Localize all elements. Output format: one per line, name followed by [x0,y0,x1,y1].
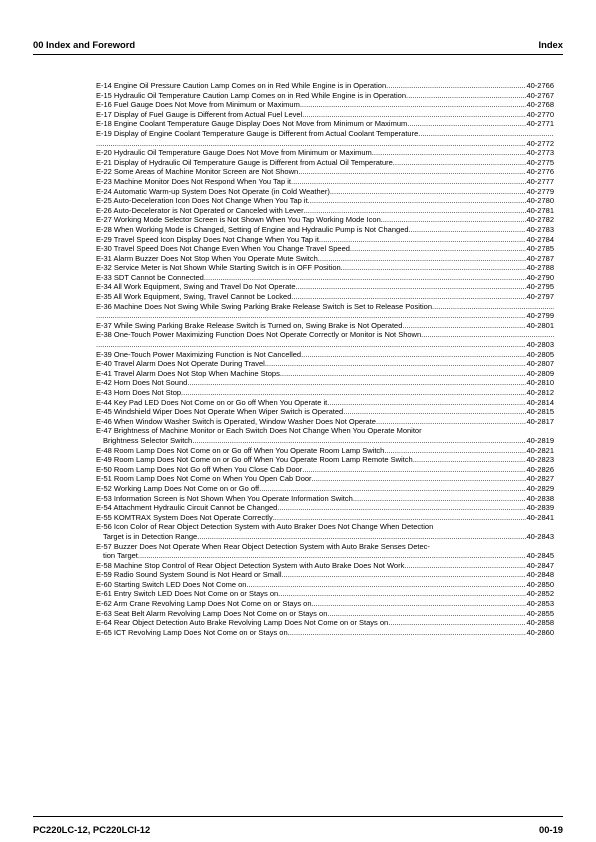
entry-page: 40-2773 [526,148,554,158]
entry-title: E-18 Engine Coolant Temperature Gauge Display Does Not Move from Minimum or Maximum [96,119,408,129]
index-entry[interactable] [96,187,554,197]
entry-title: E-23 Machine Monitor Does Not Respond When You Tap it [96,176,291,186]
dot-leader [404,561,526,571]
entry-title: E-37 While Swing Parking Brake Release Switch is Turned on, Swing Brake is Not Operated [96,320,403,330]
index-entry[interactable] [96,561,554,571]
dot-leader [280,369,527,379]
entry-title: E-61 Entry Switch LED Does Not Come on or Stays on [96,589,279,599]
dot-leader [330,187,527,197]
dot-leader [388,618,526,628]
entry-page: 40-2858 [526,618,554,628]
entry-title: E-54 Attachment Hydraulic Circuit Cannot be Changed [96,503,278,513]
entry-page: 40-2779 [526,186,554,196]
dot-leader [384,446,526,456]
entry-title: E-39 One-Touch Power Maximizing Function is Not Cancelled [96,349,302,359]
entry-page: 40-2767 [526,90,554,100]
dot-leader [381,215,527,225]
entry-page: 40-2853 [526,599,554,609]
entry-page: 40-2787 [526,253,554,263]
dot-leader [301,350,526,360]
entry-title: E-31 Alarm Buzzer Does Not Stop When You Operate Mute Switch [96,253,318,263]
entry-page: 40-2855 [526,608,554,618]
entry-page: 40-2770 [526,109,554,119]
index-list [96,81,554,637]
dot-leader [318,254,527,264]
dot-leader [96,311,526,321]
index-entry[interactable] [96,359,554,369]
index-entry[interactable] [96,628,554,638]
dot-leader [302,110,526,120]
index-entry[interactable] [96,330,554,349]
index-entry[interactable] [96,465,554,475]
entry-page: 40-2780 [526,196,554,206]
entry-page: 40-2821 [526,445,554,455]
entry-page: 40-2809 [526,368,554,378]
index-entry[interactable] [96,599,554,609]
entry-page: 40-2845 [526,551,554,561]
dot-leader [386,81,526,91]
dot-leader [327,398,526,408]
index-entry[interactable] [96,110,554,120]
index-entry[interactable] [96,455,554,465]
entry-page: 40-2815 [526,407,554,417]
dot-leader [372,148,527,158]
dot-leader [421,330,554,340]
dot-leader [353,494,527,504]
entry-title: E-48 Room Lamp Does Not Come on or Go off When You Operate Room Lamp Switch [96,445,385,455]
index-entry[interactable] [96,119,554,129]
dot-leader [273,513,527,523]
page-footer [33,824,563,838]
dot-leader [312,599,527,609]
dot-leader [327,609,526,619]
dot-leader [278,589,526,599]
dot-leader [298,167,526,177]
dot-leader [406,91,526,101]
entry-page: 40-2768 [526,100,554,110]
header-rule [33,54,563,55]
entry-title: E-63 Seat Belt Alarm Revolving Lamp Does Not Come on or Stays on [96,608,328,618]
dot-leader [350,244,527,254]
entry-page: 40-2771 [526,119,554,129]
entry-page: 40-2817 [526,416,554,426]
entry-title: E-26 Auto-Decelerator is Not Operated or Canceled with Lever [96,205,304,215]
index-entry[interactable] [96,513,554,523]
entry-title: E-59 Radio Sound System Sound is Not Heard or Small [96,570,282,580]
index-entry[interactable] [96,273,554,283]
entry-title-continuation: Target is in Detection Range [103,531,198,541]
entry-title: E-58 Machine Stop Control of Rear Object Detection System with Auto Brake Does Not Work [96,560,405,570]
entry-title: E-50 Room Lamp Does Not Go off When You Close Cab Door [96,464,303,474]
entry-page: 40-2823 [526,455,554,465]
entry-title: E-33 SDT Cannot be Connected [96,272,204,282]
dot-leader [413,455,527,465]
index-entry[interactable] [96,177,554,187]
dot-leader [304,206,527,216]
dot-leader [393,158,527,168]
entry-page: 40-2848 [526,570,554,580]
entry-title: E-32 Service Meter is Not Shown While Starting Switch is in OFF Position [96,263,341,273]
dot-leader [197,532,526,542]
dot-leader [291,292,526,302]
index-entry[interactable] [96,474,554,484]
index-entry[interactable] [96,91,554,101]
dot-leader [308,196,527,206]
entry-title: E-43 Horn Does Not Stop [96,388,182,397]
index-entry[interactable] [96,206,554,216]
index-entry[interactable] [96,225,554,235]
index-entry[interactable] [96,244,554,254]
entry-title: E-21 Display of Hydraulic Oil Temperature Gauge is Different from Actual Oil Temperature [96,157,393,167]
entry-title: E-47 Brightness of Machine Monitor or Each Switch Does Not Change When You Operate Monitor [96,426,422,436]
index-entry[interactable] [96,618,554,628]
entry-title: E-49 Room Lamp Does Not Come on or Go off When You Operate Room Lamp Remote Switch [96,455,413,465]
entry-title: E-29 Travel Speed Icon Display Does Not Change When You Tap it [96,234,319,244]
entry-title-continuation: tion Target [103,551,138,561]
index-entry[interactable] [96,407,554,417]
index-entry[interactable] [96,167,554,177]
dot-leader [432,302,554,312]
index-entry[interactable] [96,302,554,321]
entry-page: 40-2799 [526,311,554,321]
entry-title: E-19 Display of Engine Coolant Temperature Gauge is Different from Actual Coolant Temperature [96,128,419,138]
dot-leader [376,417,527,427]
index-entry[interactable] [96,215,554,225]
index-entry[interactable] [96,522,554,541]
model-name: PC220LC-12, PC220LCI-12 [33,824,151,835]
entry-page: 40-2795 [526,282,554,292]
entry-page: 40-2766 [526,81,554,90]
entry-page: 40-2801 [526,320,554,330]
entry-page: 40-2775 [526,157,554,167]
entry-title: E-60 Starting Switch LED Does Not Come on [96,579,247,589]
index-entry[interactable] [96,235,554,245]
entry-page: 40-2812 [526,388,554,397]
dot-leader [300,100,527,110]
entry-page: 40-2810 [526,378,554,388]
entry-title: E-55 KOMTRAX System Does Not Operate Correctly [96,512,273,522]
entry-title: E-46 When Window Washer Switch is Operated, Window Washer Does Not Operate [96,416,376,426]
index-entry[interactable] [96,426,554,445]
entry-title: E-53 Information Screen is Not Shown When You Operate Information Switch [96,493,353,503]
index-entry[interactable] [96,81,554,91]
entry-title: E-52 Working Lamp Does Not Come on or Go off [96,483,260,493]
entry-title: E-62 Arm Crane Revolving Lamp Does Not Come on or Stays on [96,599,312,609]
page-number: 00-19 [539,824,563,835]
entry-page: 40-2781 [526,205,554,215]
entry-title: E-16 Fuel Gauge Does Not Move from Minimum or Maximum [96,100,300,110]
index-entry[interactable] [96,446,554,456]
dot-leader [181,388,526,398]
dot-leader [409,225,527,235]
dot-leader [312,474,527,484]
entry-page: 40-2826 [526,464,554,474]
index-entry[interactable] [96,589,554,599]
entry-title: E-22 Some Areas of Machine Monitor Screen are Not Shown [96,167,299,177]
entry-page: 40-2784 [526,234,554,244]
entry-title: E-25 Auto-Deceleration Icon Does Not Change When You Tap it [96,196,308,206]
entry-page: 40-2827 [526,474,554,484]
entry-page: 40-2850 [526,579,554,589]
entry-title: E-14 Engine Oil Pressure Caution Lamp Comes on in Red While Engine is in Operation [96,81,387,90]
index-entry[interactable] [96,494,554,504]
index-entry[interactable] [96,417,554,427]
entry-title: E-42 Horn Does Not Sound [96,378,188,388]
section-title: 00 Index and Foreword [33,39,136,50]
entry-page: 40-2783 [526,224,554,234]
entry-title: E-30 Travel Speed Does Not Change Even When You Change Travel Speed [96,244,350,254]
index-entry[interactable] [96,158,554,168]
entry-page: 40-2797 [526,292,554,302]
index-entry[interactable] [96,369,554,379]
dot-leader [402,321,526,331]
index-entry[interactable] [96,609,554,619]
dot-leader [291,177,526,187]
index-entry[interactable] [96,282,554,292]
dot-leader [343,407,526,417]
entry-title: E-40 Travel Alarm Does Not Operate During Travel [96,359,265,369]
entry-page: 40-2843 [526,531,554,541]
dot-leader [296,282,527,292]
entry-title: E-35 All Work Equipment, Swing, Travel Cannot be Locked [96,292,292,302]
entry-page: 40-2852 [526,589,554,599]
dot-leader [282,570,527,580]
entry-title: E-38 One-Touch Power Maximizing Function Does Not Operate Correctly or Monitor is Not Shown [96,330,422,340]
entry-title: E-17 Display of Fuel Gauge is Different from Actual Fuel Level [96,109,303,119]
entry-title: E-64 Rear Object Detection Auto Brake Revolving Lamp Does Not Come on or Stays on [96,618,389,628]
entry-title: E-36 Machine Does Not Swing While Swing Parking Brake Release Switch is Set to Release Position [96,301,432,311]
entry-page: 40-2777 [526,176,554,186]
index-entry[interactable] [96,388,554,398]
dot-leader [138,551,527,561]
entry-title: E-51 Room Lamp Does Not Come on When You Open Cab Door [96,474,312,484]
entry-page: 40-2819 [526,435,554,445]
entry-title: E-45 Windshield Wiper Does Not Operate When Wiper Switch is Operated [96,407,344,417]
entry-title: E-28 When Working Mode is Changed, Setting of Engine and Hydraulic Pump is Not Changed [96,224,409,234]
entry-title: E-56 Icon Color of Rear Object Detection System with Auto Braker Does Not Change When Detection [96,522,434,532]
entry-page: 40-2788 [526,263,554,273]
entry-page: 40-2782 [526,215,554,225]
entry-page: 40-2829 [526,483,554,493]
index-entry[interactable] [96,254,554,264]
entry-title: E-20 Hydraulic Oil Temperature Gauge Does Not Move from Minimum or Maximum [96,148,372,158]
entry-page: 40-2839 [526,503,554,513]
dot-leader [341,263,527,273]
entry-title: E-15 Hydraulic Oil Temperature Caution Lamp Comes on in Red While Engine is in Operation [96,90,407,100]
entry-page: 40-2772 [526,138,554,148]
entry-page: 40-2807 [526,359,554,369]
dot-leader [277,503,526,513]
entry-title: E-41 Travel Alarm Does Not Stop When Machine Stops [96,368,280,378]
dot-leader [418,129,554,139]
entry-page: 40-2776 [526,167,554,177]
dot-leader [259,484,526,494]
entry-title: E-24 Automatic Warm-up System Does Not Operate (in Cold Weather) [96,186,330,196]
index-entry[interactable] [96,100,554,110]
entry-page: 40-2805 [526,349,554,359]
index-entry[interactable] [96,350,554,360]
dot-leader [407,119,526,129]
dot-leader [265,359,527,369]
entry-page: 40-2803 [526,340,554,350]
entry-page: 40-2838 [526,493,554,503]
dot-leader [319,235,527,245]
entry-page: 40-2814 [526,397,554,407]
page-header [33,39,563,53]
entry-page: 40-2860 [526,627,554,637]
index-entry[interactable] [96,570,554,580]
index-entry[interactable] [96,398,554,408]
dot-leader [204,273,527,283]
index-entry[interactable] [96,196,554,206]
index-entry[interactable] [96,292,554,302]
dot-leader [192,436,526,446]
entry-title: E-34 All Work Equipment, Swing and Travel Do Not Operate [96,282,296,292]
dot-leader [96,139,526,149]
entry-page: 40-2790 [526,272,554,282]
index-entry[interactable] [96,542,554,561]
index-entry[interactable] [96,580,554,590]
section-name: Index [538,39,563,50]
entry-title: E-27 Working Mode Selector Screen is Not Shown When You Tap Working Mode Icon [96,215,381,225]
dot-leader [302,465,526,475]
entry-page: 40-2841 [526,512,554,522]
entry-page: 40-2847 [526,560,554,570]
index-entry[interactable] [96,263,554,273]
entry-title-continuation: Brightness Selector Switch [103,435,193,445]
index-entry[interactable] [96,484,554,494]
index-entry[interactable] [96,378,554,388]
dot-leader [246,580,526,590]
index-entry[interactable] [96,129,554,148]
index-entry[interactable] [96,148,554,158]
entry-title: E-57 Buzzer Does Not Operate When Rear Object Detection System with Auto Brake Senses Detec- [96,541,430,551]
index-entry[interactable] [96,321,554,331]
dot-leader [288,628,527,638]
dot-leader [187,378,526,388]
index-entry[interactable] [96,503,554,513]
footer-rule [33,816,563,817]
entry-page: 40-2785 [526,244,554,254]
dot-leader [96,340,526,350]
entry-title: E-44 Key Pad LED Does Not Come on or Go off When You Operate it [96,397,328,407]
entry-title: E-65 ICT Revolving Lamp Does Not Come on or Stays on [96,627,288,637]
